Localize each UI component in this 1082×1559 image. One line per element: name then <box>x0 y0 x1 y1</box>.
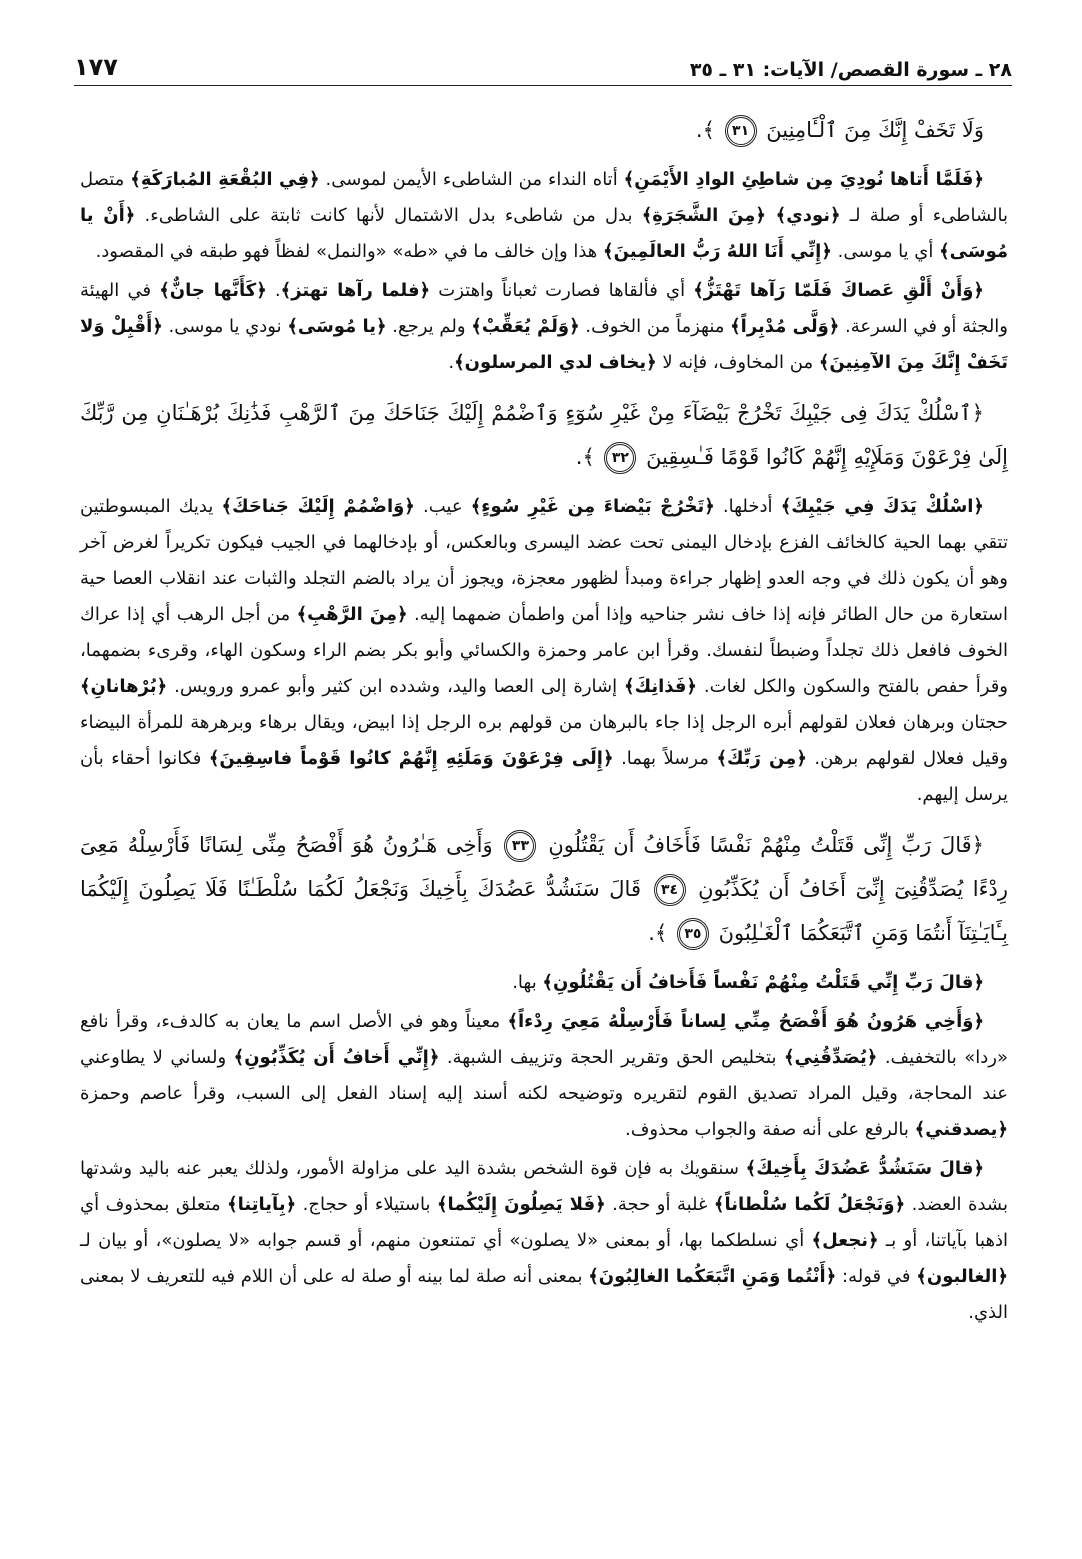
ayah-number: ٣٣ <box>504 830 536 862</box>
commentary-text: أي نسلطكما بها، أو بمعنى «لا يصلون» أي تمتنعون منهم، أو قسم جوابه «لا يصلون»، أو بيان لـ <box>80 1230 812 1251</box>
quran-quote: ﴿اسْلُكْ يَدَكَ فِي جَيْبِكَ﴾ <box>780 496 984 517</box>
commentary-text: يديك المبسوطتين تتقي بهما الحية كالخائف الفزع بإدخال اليمنى تحت عضد اليسرى وبالعكس، أو بإدخالهما في الجيب فيكون تكريراً لغرض آخر وهو أن يكون ذلك في وجه العدو إظهار جراءة ومبدأ لظهور معجزة، ويجوز أن يراد بالضم التجلد والثبات عند انقلاب العصا حية استعارة من حال الطائر فإنه إذا خاف نشر جناحيه وإذا أمن واطمأن ضمهما إليه. <box>80 496 1008 625</box>
quran-quote: ﴿مِنَ الرَّهْبِ﴾ <box>296 604 408 625</box>
commentary-text: هذا وإن خالف ما في «طه» «والنمل» لفظاً فهو طبقه في المقصود. <box>95 241 604 262</box>
commentary-text: بتخليص الحق وتقرير الحجة وتزييف الشبهة. <box>439 1047 784 1068</box>
quran-quote: ﴿إِنِّي أَخافُ أَن يُكَذِّبُونِ﴾ <box>233 1047 440 1068</box>
quran-quote: ﴿فَلَمَّا أَتاها نُودِيَ مِن شاطِئِ الوادِ الأَيْمَنِ﴾ <box>623 169 984 190</box>
quran-quote: ﴿أَنْتُما وَمَنِ اتَّبَعَكُما الغالِبُونَ﴾ <box>588 1266 837 1287</box>
verse-text: ﴾. <box>648 921 674 945</box>
commentary-text: نودي يا موسى. <box>162 316 288 337</box>
quran-quote: ﴿مِن رَبِّكَ﴾ <box>716 748 807 769</box>
commentary-text: منهزماً من الخوف. <box>579 316 731 337</box>
page-header <box>74 50 1012 86</box>
quran-quote: ﴿نجعل﴾ <box>811 1230 879 1251</box>
commentary-text: . <box>448 352 455 373</box>
verse-text: ﴿قَالَ رَبِّ إِنِّى قَتَلْتُ مِنْهُمْ نَفْسًا فَأَخَافُ أَن يَقْتُلُونِ <box>539 833 984 857</box>
quran-quote: ﴿يخاف لدي المرسلون﴾ <box>454 352 657 373</box>
quran-quote: ﴿أَقْبِلْ وَلا تَخَفْ إِنَّكَ مِنَ الآمِنِينَ﴾ <box>80 316 1008 373</box>
commentary-paragraph <box>80 489 1008 813</box>
verse-text: ﴿ٱسْلُكْ يَدَكَ فِى جَيْبِكَ تَخْرُجْ بَيْضَآءَ مِنْ غَيْرِ سُوٓءٍ وَٱضْمُمْ إِلَيْكَ جَنَاحَكَ مِنَ ٱلرَّهْبِ فَذَٰنِكَ بُرْهَـٰنَانِ مِن رَّبِّكَ إِلَىٰ فِرْعَوْنَ وَمَلَإِيْهِ إِنَّهُمْ كَانُوا قَوْمًا فَـٰسِقِينَ <box>80 401 1008 469</box>
commentary-text: معيناً وهو في الأصل اسم ما يعان به كالدفء، وقرأ نافع «ردا» بالتخفيف. <box>80 1011 1008 1068</box>
commentary-text: أي يا موسى. <box>831 241 940 262</box>
quran-quote: ﴿كَأَنَّها جانٌّ﴾ <box>159 280 267 301</box>
commentary-paragraph <box>80 162 1008 270</box>
commentary-text: فكانوا أحقاء بأن يرسل إليهم. <box>80 748 1008 805</box>
verse-text: وَأَخِى هَـٰرُونُ هُوَ أَفْصَحُ مِنِّى لِسَانًا فَأَرْسِلْهُ مَعِىَ رِدْءًا يُصَدِّقُنِىٓ إِنِّىٓ أَخَافُ أَن يُكَذِّبُونِ <box>80 833 1009 901</box>
quran-quote: ﴿قالَ رَبِّ إِنِّي قَتَلْتُ مِنْهُمْ نَفْساً فَأَخافُ أَن يَقْتُلُونِ﴾ <box>542 972 984 993</box>
verse-text: وَلَا تَخَفْ إِنَّكَ مِنَ ٱلْـَٔامِنِينَ <box>759 118 984 142</box>
commentary-text: بدل من شاطىء بدل الاشتمال لأنها كانت ثابتة على الشاطىء. <box>135 205 642 226</box>
quran-quote: ﴿مِنَ الشَّجَرَةِ﴾ <box>641 205 766 226</box>
commentary-text: مرسلاً بهما. <box>613 748 717 769</box>
page-body <box>80 108 1008 1334</box>
verse-block <box>80 108 1008 152</box>
quran-quote: ﴿وَأَنْ أَلْقِ عَصاكَ فَلَمّا رَآها تَهْتَزُّ﴾ <box>693 280 984 301</box>
verse-text: ﴾. <box>575 445 602 469</box>
quran-quote: ﴿الغالبون﴾ <box>916 1266 1008 1287</box>
quran-quote: ﴿تَخْرُجْ بَيْضاءَ مِن غَيْرِ سُوءٍ﴾ <box>470 496 715 517</box>
quran-quote: ﴿أَنْ يا مُوسَى﴾ <box>80 205 1008 262</box>
commentary-text: بها. <box>512 972 543 993</box>
running-title: ٢٨ ـ سورة القصص/ الآيات: ٣١ ـ ٣٥ <box>689 59 1012 81</box>
quran-quote: ﴿وَأَخِي هَرُونُ هُوَ أَفْصَحُ مِنِّي لِساناً فَأَرْسِلْهُ مَعِيَ رِدْءاً﴾ <box>507 1011 984 1032</box>
commentary-text: من المخاوف، فإنه لا <box>656 352 819 373</box>
commentary-text: أدخلها. <box>714 496 781 517</box>
quran-quote: ﴿فَذانِكَ﴾ <box>624 676 697 697</box>
quran-quote: ﴿فِي البُقْعَةِ المُبارَكَةِ﴾ <box>130 169 320 190</box>
verse-block <box>80 391 1008 479</box>
commentary-text: في الهيئة والجثة أو في السرعة. <box>80 280 1008 337</box>
quran-quote: ﴿وَنَجْعَلُ لَكُما سُلْطاناً﴾ <box>713 1194 906 1215</box>
commentary-paragraph <box>80 1151 1008 1331</box>
commentary-text: في قوله: <box>836 1266 917 1287</box>
quran-quote: ﴿يا مُوسَى﴾ <box>287 316 387 337</box>
quran-quote: ﴿وَاضْمُمْ إِلَيْكَ جَناحَكَ﴾ <box>221 496 415 517</box>
quran-quote: ﴿إِنِّي أَنَا اللهُ رَبُّ العالَمِينَ﴾ <box>603 241 832 262</box>
commentary-text: بالرفع على أنه صفة والجواب محذوف. <box>625 1119 915 1140</box>
verse-block <box>80 823 1008 955</box>
ayah-number: ٣٥ <box>677 918 709 950</box>
quran-quote: ﴿وَلَّى مُدْبِراً﴾ <box>730 316 840 337</box>
ayah-number: ٣١ <box>725 115 757 147</box>
quran-quote: ﴿بِآياتِنا﴾ <box>227 1194 297 1215</box>
verse-text: ﴾. <box>695 118 722 142</box>
commentary-text: غلبة أو حجة. <box>605 1194 714 1215</box>
commentary-paragraph <box>80 1004 1008 1148</box>
commentary-text: ولساني لا يطاوعني عند المحاجة، وقيل المراد تصديق القوم لتقريره وتوضيحه لكنه أسند إليه إسناد الفعل إلى السبب، وقرأ عاصم وحمزة <box>80 1047 1008 1104</box>
commentary-text: إشارة إلى العصا واليد، وشدده ابن كثير وأبو عمرو ورويس. <box>167 676 625 697</box>
quran-quote: ﴿قالَ سَنَشُدُّ عَضُدَكَ بِأَخِيكَ﴾ <box>745 1158 984 1179</box>
ayah-number: ٣٤ <box>654 874 686 906</box>
commentary-text: عيب. <box>414 496 471 517</box>
commentary-text: حجتان وبرهان فعلان لقولهم أبره الرجل إذا جاء بالبرهان من قولهم بره الرجل إذا ابيض، ويقال برهاء وبرهرهة للمرأة البيضاء وقيل فعلال لقولهم برهن. <box>80 712 1008 769</box>
quran-quote: ﴿يصدقني﴾ <box>914 1119 1008 1140</box>
page-number: ١٧٧ <box>74 53 118 81</box>
quran-quote: ﴿بُرْهانانِ﴾ <box>80 676 168 697</box>
commentary-text: . <box>266 280 281 301</box>
quran-quote: ﴿نودي﴾ <box>765 205 841 226</box>
quran-quote: ﴿فَلا يَصِلُونَ إِلَيْكُما﴾ <box>437 1194 606 1215</box>
commentary-text: متعلق بمحذوف أي اذهبا بآياتنا، أو بـ <box>80 1194 1008 1251</box>
verse-text: قَالَ سَنَشُدُّ عَضُدَكَ بِأَخِيكَ وَنَجْعَلُ لَكُمَا سُلْطَـٰنًا فَلَا يَصِلُونَ إِلَيْكُمَا بِـَٔايَـٰتِنَآ أَنتُمَا وَمَنِ ٱتَّبَعَكُمَا ٱلْغَـٰلِبُونَ <box>80 877 1008 945</box>
commentary-text: أتاه النداء من الشاطىء الأيمن لموسى. <box>319 169 624 190</box>
ayah-number: ٣٢ <box>604 442 636 474</box>
quran-quote: ﴿وَلَمْ يُعَقِّبْ﴾ <box>471 316 580 337</box>
commentary-text: متصل بالشاطىء أو صلة لـ <box>80 169 1009 226</box>
quran-quote: ﴿يُصَدِّقُنِي﴾ <box>783 1047 878 1068</box>
commentary-paragraph <box>80 273 1008 381</box>
commentary-text: أي فألقاها فصارت ثعباناً واهتزت <box>430 280 694 301</box>
commentary-text: ولم يرجع. <box>386 316 472 337</box>
commentary-text: من أجل الرهب أي إذا عراك الخوف فافعل ذلك تجلداً وضبطاً لنفسك. وقرأ ابن عامر وحمزة والكسائي وأبو بكر بضم الراء وسكون الهاء، وقرىء بضمهما، وقرأ حفص بالفتح والسكون والكل لغات. <box>80 604 1008 697</box>
commentary-paragraph <box>80 965 1008 1001</box>
commentary-text: باستيلاء أو حجاج. <box>296 1194 437 1215</box>
quran-quote: ﴿إِلَى فِرْعَوْنَ وَمَلَئِهِ إِنَّهُمْ كانُوا قَوْماً فاسِقِينَ﴾ <box>208 748 614 769</box>
commentary-text: سنقويك به فإن قوة الشخص بشدة اليد على مزاولة الأمور، ولذلك يعبر عنه باليد وشدتها بشدة العضد. <box>80 1158 1008 1215</box>
commentary-text: بمعنى أنه صلة لما بينه أو صلة له على أن اللام فيه للتعريف لا بمعنى الذي. <box>80 1266 1008 1323</box>
quran-quote: ﴿فلما رآها تهتز﴾ <box>280 280 431 301</box>
